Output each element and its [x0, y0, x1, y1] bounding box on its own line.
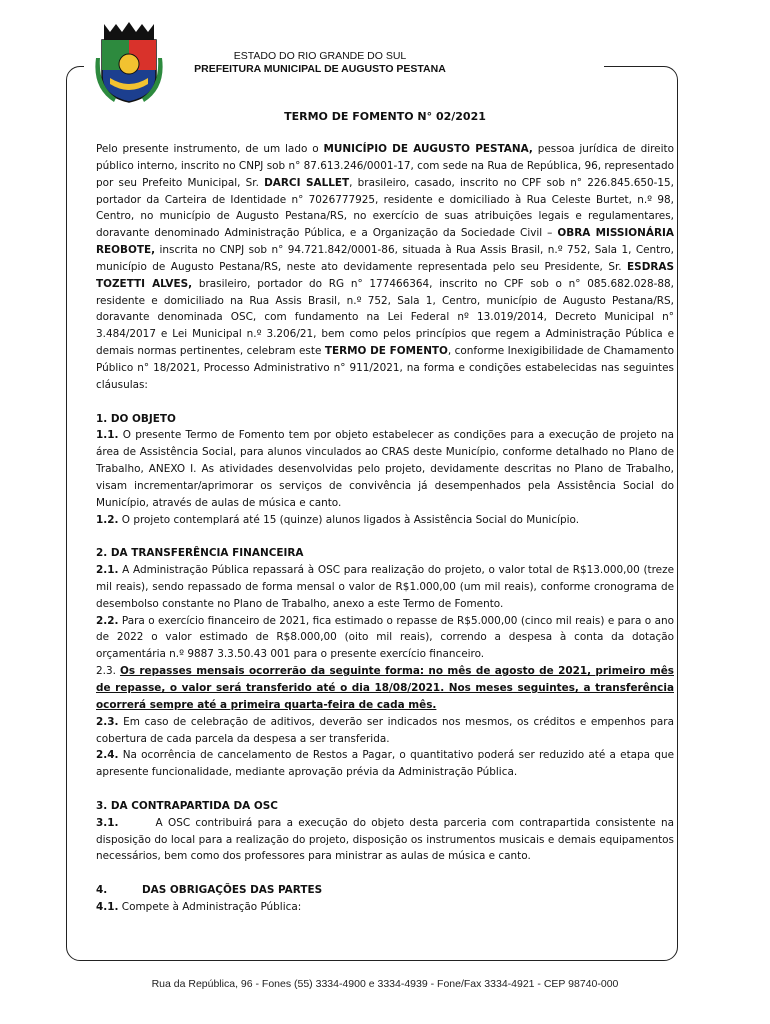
clause	[96, 427, 674, 511]
document-title: TERMO DE FOMENTO N° 02/2021	[284, 110, 486, 123]
clause-number: 2.3.	[96, 715, 119, 728]
clause-text: Em caso de celebração de aditivos, deverão ser indicados nos mesmos, os créditos e empenhos para cobertura de cada parcela da despesa a ser transferida.	[96, 715, 674, 745]
header-state: ESTADO DO RIO GRANDE DO SUL	[233, 50, 407, 62]
preamble-text: Pelo presente instrumento, de um lado o	[96, 143, 324, 155]
clause	[96, 613, 674, 664]
clause-number: 2.4.	[96, 749, 119, 762]
clause-text-underlined: Os repasses mensais ocorrerão da seguinte forma: no mês de agosto de 2021, primeiro mês de repasse, o valor será transferido até o dia 18/08/2021. Nos meses seguintes, a transferência ocorrerá sempre até a primeira quarta-feira de cada mês.	[96, 665, 674, 711]
clause-number: 2.2.	[96, 614, 119, 627]
preamble-text: brasileiro, portador do RG n° 177466364, inscrito no CPF sob o n° 085.682.028-88, residente e domiciliado na Rua Assis Brasil, n.º 752, Sala 1, Centro, município de Augusto Pestana/RS, doravante denominada OSC, com fundamento na Lei Federal nº 13.019/2014, Decreto Municipal n° 3.484/2017 e Lei Municipal n.º 3.206/21, bem como pelos princípios que regem a Administração Pública e demais normas pertinentes, celebram este	[96, 277, 675, 358]
preamble-bold: TERMO DE FOMENTO	[324, 345, 448, 358]
section-heading: 1. DO OBJETO	[96, 412, 176, 425]
section-heading: 3. DA CONTRAPARTIDA DA OSC	[96, 799, 278, 812]
clause-number: 1.1.	[96, 429, 119, 442]
spacer	[96, 394, 674, 411]
preamble-text: , conforme Inexigibilidade de Chamamento Público n° 18/2021, Processo Administrativo n° 911/2021, na forma e condições estabelecidas nas seguintes cláusulas:	[96, 345, 674, 391]
preamble-text: pessoa jurídica de direito público interno, inscrito no CNPJ sob n° 87.613.246/0001-17, com sede na Rua de República, 96, representado por seu Prefeito Municipal, Sr.	[96, 143, 674, 189]
clause-text: Para o exercício financeiro de 2021, fica estimado o repasse de R$5.000,00 (cinco mil reais) e para o ano de 2022 o valor estimado de R$8.000,00 (oito mil reais), correndo a despesa à conta da dotação orçamentária n.º 9887 3.3.50.43 001 para o presente exercício financeiro.	[96, 614, 674, 661]
clause-text: O presente Termo de Fomento tem por objeto estabelecer as condições para a execução de projeto na área de Assistência Social, para alunos vinculados ao CRAS deste Município, conforme detalhado no Plano de Trabalho, ANEXO I. As atividades desenvolvidas pelo projeto, devidamente descritas no Plano de Trabalho, visam incrementar/aprimorar os serviços de convivência já desempenhados pela Assistência Social do Município, através de aulas de música e canto.	[96, 429, 674, 509]
header-prefecture: PREFEITURA MUNICIPAL DE AUGUSTO PESTANA	[194, 63, 446, 75]
preamble-text: inscrita no CNPJ sob n° 94.721.842/0001-86, situada à Rua Assis Brasil, n.º 752, Sala 1, Centro, município de Augusto Pestana/RS, neste ato devidamente representada pelo seu Presidente, Sr.	[96, 244, 674, 273]
clause	[96, 815, 678, 866]
spacer	[96, 865, 674, 882]
municipal-crest-icon	[94, 18, 164, 106]
section-title: DAS OBRIGAÇÕES DAS PARTES	[142, 884, 323, 897]
clause-number: 2.1.	[96, 564, 119, 577]
spacer	[96, 528, 674, 545]
clause	[96, 663, 674, 714]
clause	[96, 747, 674, 781]
clause-text: O projeto contemplará até 15 (quinze) alunos ligados à Assistência Social do Município.	[118, 513, 580, 526]
clause-number: 1.2.	[96, 513, 119, 526]
clause-number: 4.1.	[96, 900, 119, 913]
preamble-bold: MUNICÍPIO DE AUGUSTO PESTANA,	[323, 143, 533, 155]
preamble-bold: ESDRAS TOZETTI ALVES,	[96, 260, 674, 290]
section-heading: 2. DA TRANSFERÊNCIA FINANCEIRA	[96, 547, 304, 560]
clause-number: 3.1.	[96, 816, 119, 829]
clause-text: Na ocorrência de cancelamento de Restos a Pagar, o quantitativo poderá ser reduzido até a etapa que apresente funcionalidade, mediante aprovação prévia da Administração Pública.	[96, 749, 674, 779]
clause-text: A Administração Pública repassará à OSC para realização do projeto, o valor total de R$13.000,00 (treze mil reais), sendo repassado de forma mensal o valor de R$1.000,00 (um mil reais), conforme cronograma de desembolso constante no Plano de Trabalho, anexo a este Termo de Fomento.	[96, 564, 674, 610]
clause-number: 2.3.	[96, 665, 116, 678]
section-heading	[96, 882, 674, 899]
clause-text: Compete à Administração Pública:	[118, 900, 302, 913]
preamble-bold: DARCI SALLET	[264, 176, 350, 189]
section-number: 4.	[96, 884, 108, 897]
preamble-bold: OBRA MISSIONÁRIA REOBOTE,	[96, 227, 674, 257]
spacer	[96, 781, 674, 798]
preamble-text: , brasileiro, casado, inscrito no CPF sob n° 226.845.650-15, portador da Carteira de Identidade n° 7026777925, residente e domiciliado à Rua Celeste Burtet, n.º 98, Centro, no município de Augusto Pestana/RS, no exercício de suas atribuições legais e regulamentares, doravante denominado Administração Pública, e a Organização da Sociedade Civil –	[96, 176, 674, 240]
preamble-paragraph	[96, 141, 674, 394]
document-body	[96, 141, 678, 916]
page-footer: Rua da República, 96 - Fones (55) 3334-4900 e 3334-4939 - Fone/Fax 3334-4921 - CEP 98740-000	[151, 978, 619, 990]
clause	[96, 899, 674, 916]
clause	[96, 562, 674, 613]
clause-text: A OSC contribuirá para a execução do objeto desta parceria com contrapartida consistente na disposição do local para a realização do projeto, disposição os instrumentos musicais e demais equipamentos necessários, bem como dos professores para ministrar as aulas de música e canto.	[96, 816, 678, 863]
clause	[96, 714, 674, 748]
clause	[96, 512, 674, 529]
